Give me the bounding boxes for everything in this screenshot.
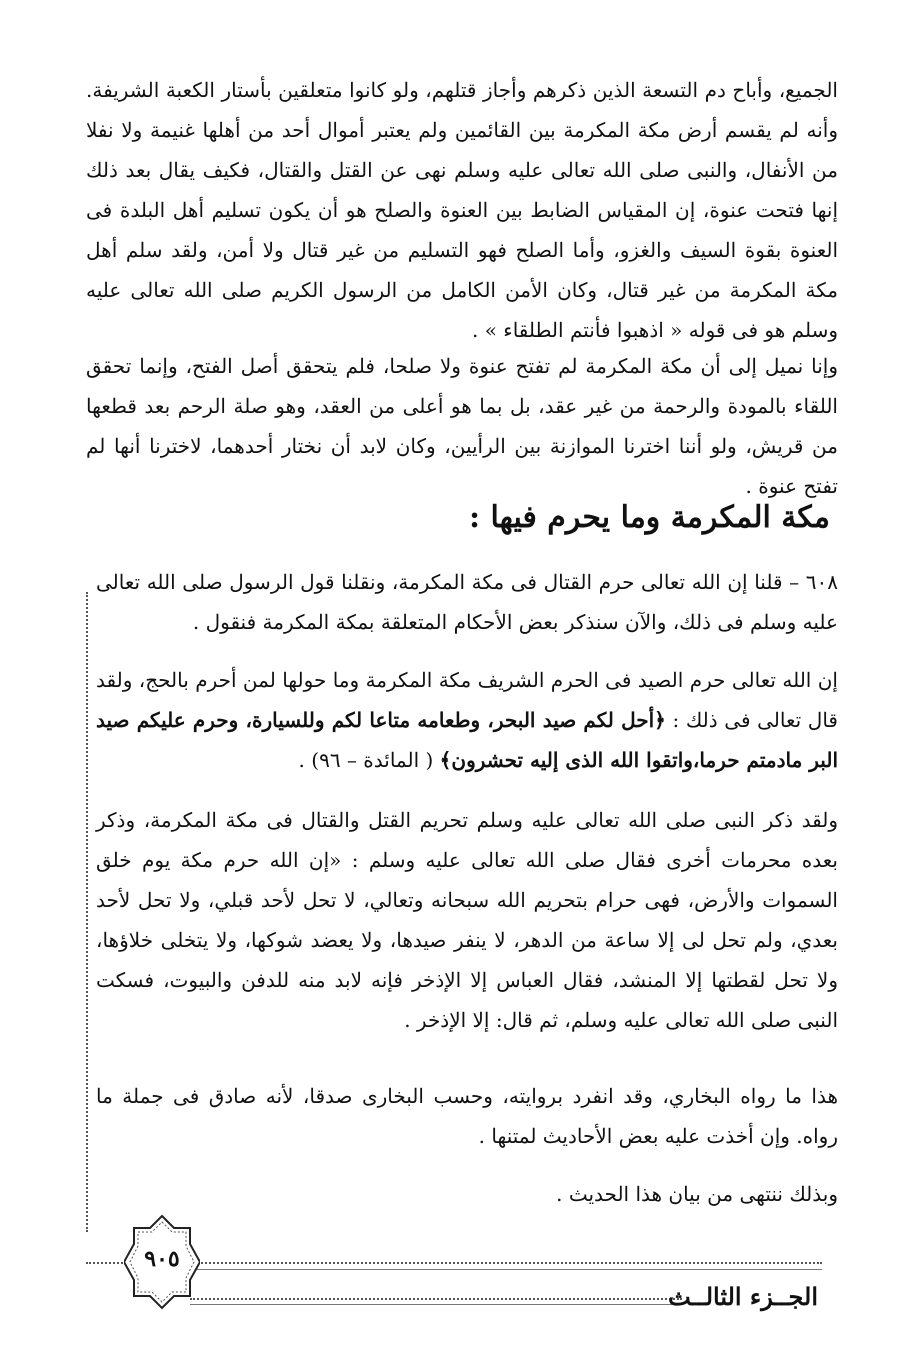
page-number: ٩٠٥ [144, 1246, 180, 1272]
paragraph-closing: وبذلك ننتهى من بيان هذا الحديث . [556, 1182, 838, 1206]
footer-rule [190, 1262, 822, 1270]
paragraph-hadith: ولقد ذكر النبى صلى الله تعالى عليه وسلم تحريم القتل والقتال فى مكة المكرمة، وذكر بعده محرمات أخرى فقال صلى الله تعالى عليه وسلم : «إن الله حرم مكة يوم خلق السموات والأرض، فهى حرام بتحريم الله سبحانه وتعالي، لا تحل لأحد قبلي، ولا تحل لأحد بعدي، ولم تحل لى إلا ساعة من الدهر، لا ينفر صيدها، ولا يعضد شوكها، ولا يتخلى خلاؤها، ولا تحل لقطتها إلا المنشد، فقال العباس إلا الإذخر فإنه لابد منه للدفن والبيوت، فسكت النبى صلى الله تعالى عليه وسلم، ثم قال: إلا الإذخر . [96, 808, 838, 1032]
paragraph-608: ٦٠٨ – قلنا إن الله تعالى حرم القتال فى مكة المكرمة، ونقلنا قول الرسول صلى الله تعالى عليه وسلم فى ذلك، والآن سنذكر بعض الأحكام المتعلقة بمكة المكرمة فنقول . [96, 570, 838, 634]
paragraph-conquest-analysis: الجميع، وأباح دم التسعة الذين ذكرهم وأجاز قتلهم، ولو كانوا متعلقين بأستار الكعبة الشريفة. وأنه لم يقسم أرض مكة المكرمة بين القائمين ولم يعتبر أموال أحد من أهلها غنيمة ولا نفلا من الأنفال، والنبى صلى الله تعالى عليه وسلم نهى عن القتل والقتال، فكيف يقال بعد ذلك إنها فتحت عنوة، إن المقياس الضابط بين العنوة والصلح هو أن يكون تسليم أهل البلدة فى العنوة بقوة السيف والغزو، وأما الصلح فهو التسليم من غير قتال ولا أمن، ولقد سلم أهل مكة المكرمة من غير قتال، وكان الأمن الكامل من الرسول الكريم صلى الله تعالى عليه وسلم هو فى قوله « اذهبوا فأنتم الطلقاء » . [86, 78, 838, 342]
part-label: الجــزء الثالــث [668, 1282, 818, 1311]
quran-reference: ( المائدة – ٩٦) . [298, 748, 440, 772]
part-label-rule [190, 1298, 682, 1305]
paragraph-quran [96, 660, 838, 780]
hadith-paragraph [96, 800, 838, 1040]
quran-paragraph [96, 660, 838, 780]
paragraph-conclusion: وإنا نميل إلى أن مكة المكرمة لم تفتح عنوة ولا صلحا، فلم يتحقق أصل الفتح، وإنما تحقق اللقاء بالمودة والرحمة من غير عقد، بل بما هو أعلى من العقد، وهو صلة الرحم بعد قطعها من قريش، ولو أننا اخترنا الموازنة بين الرأيين، وكان لابد أن نختار أحدهما، لاخترنا أنها لم تفتح عنوة . [86, 354, 838, 498]
text-block-top [86, 70, 838, 350]
quran-intro: إن الله تعالى حرم الصيد فى الحرم الشريف مكة المكرمة وما حولها لمن أحرم بالحج، ولقد قال تعالى فى ذلك : [96, 668, 838, 732]
text-block-conclusion [86, 346, 838, 506]
margin-dotted-rule [86, 592, 94, 1232]
section-608 [96, 562, 838, 642]
section-heading: مكة المكرمة وما يحرم فيها : [468, 500, 830, 535]
closing-paragraph [96, 1174, 838, 1214]
bukhari-paragraph [96, 1076, 838, 1156]
paragraph-bukhari: هذا ما رواه البخاري، وقد انفرد بروايته، وحسب البخارى صدقا، لأنه صادق فى جملة ما رواه. وإن أخذت عليه بعض الأحاديث لمتنها . [96, 1084, 838, 1148]
quran-verse: ﴿أحل لكم صيد البحر، وطعامه متاعا لكم وللسيارة، وحرم عليكم صيد البر مادمتم حرما،واتقوا الله الذى إليه تحشرون﴾ [96, 708, 838, 772]
